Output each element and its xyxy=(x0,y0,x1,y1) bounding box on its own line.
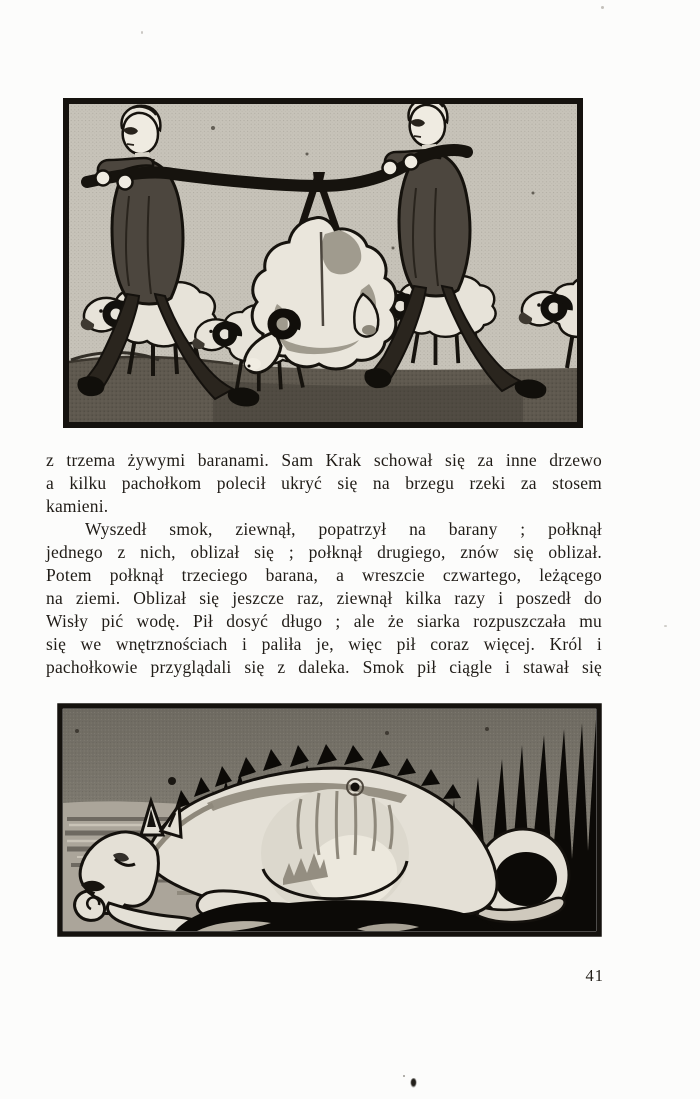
dust-speck xyxy=(168,777,176,785)
dust-speck xyxy=(664,625,667,627)
dust-speck xyxy=(601,6,604,9)
shepherds-scene xyxy=(69,98,583,422)
page-number: 41 xyxy=(585,966,604,985)
text-line: z trzema żywymi baranami. Sam Krak schował się za inne drzewo xyxy=(46,450,602,470)
dust-speck xyxy=(141,31,143,34)
text-line: pachołkowie przyglądali się z daleka. Smok pił ciągle i stawał się xyxy=(46,657,602,677)
ink-blot xyxy=(410,1078,417,1088)
dragon-scene xyxy=(63,709,596,933)
paragraph-1 xyxy=(46,449,602,518)
text-line: kamieni. xyxy=(46,496,109,516)
paragraph-2 xyxy=(46,518,602,679)
text-line: Wyszedł smok, ziewnął, popatrzył na barany ; połknął xyxy=(85,519,602,539)
dust-speck xyxy=(403,1075,405,1077)
text-line: Potem połknął trzeciego barana, a wreszcie czwartego, leżącego xyxy=(46,565,602,585)
text-line: jednego z nich, oblizał się ; połknął drugiego, znów się oblizał. xyxy=(46,542,602,562)
figure-drinking-dragon xyxy=(57,703,602,937)
text-line: Wisły pić wodę. Pił dosyć długo ; ale że siarka rozpuszczała mu xyxy=(46,611,602,631)
body-text xyxy=(46,449,602,679)
figure-drinking-dragon-image xyxy=(57,703,602,937)
text-line: a kilku pachołkom polecił ukryć się na brzegu rzeki za stosem xyxy=(46,473,602,493)
text-line: na ziemi. Oblizał się jeszcze raz, ziewnął kilka razy i poszedł do xyxy=(46,588,602,608)
text-line: się we wnętrznościach i paliła je, więc pił coraz więcej. Król i xyxy=(46,634,602,654)
figure-carrying-ram xyxy=(63,98,583,428)
figure-carrying-ram-image xyxy=(63,98,583,428)
